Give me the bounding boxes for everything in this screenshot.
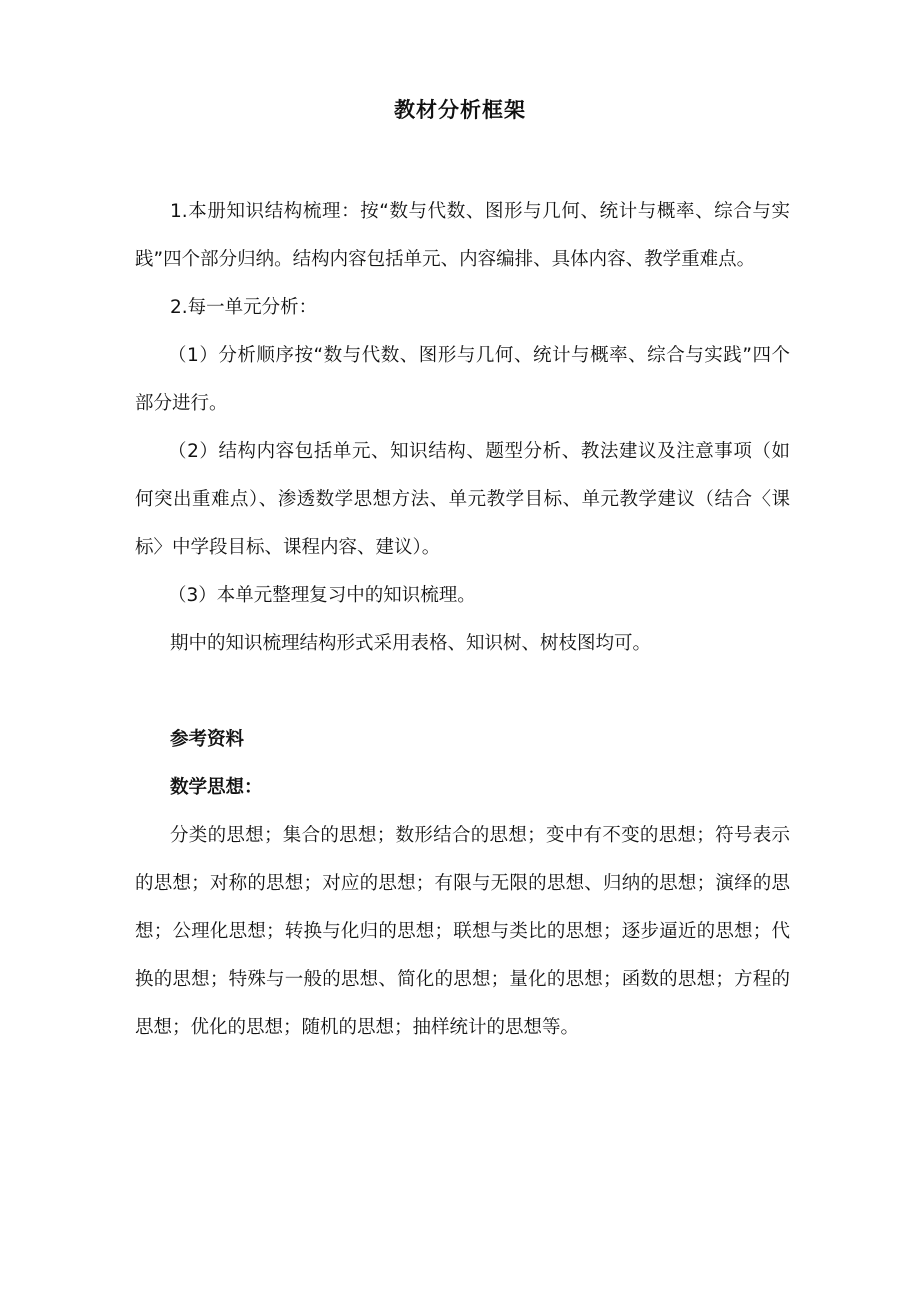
paragraph-analysis-order: （1）分析顺序按“数与代数、图形与几何、统计与概率、综合与实践”四个部分进行。 [135,345,790,414]
section-spacer [135,668,790,716]
paragraph-midterm-format: 期中的知识梳理结构形式采用表格、知识树、树枝图均可。 [170,633,652,654]
paragraph-unit-analysis: 2.每一单元分析： [170,297,318,318]
document-body [135,188,790,1052]
reference-heading: 参考资料 [170,729,245,750]
paragraph-knowledge-structure: 1.本册知识结构梳理：按“数与代数、图形与几何、统计与概率、综合与实践”四个部分归纳。结构内容包括单元、内容编排、具体内容、教学重难点。 [135,201,790,270]
paragraph-structure-content: （2）结构内容包括单元、知识结构、题型分析、教法建议及注意事项（如何突出重难点）、渗透数学思想方法、单元教学目标、单元教学建议（结合〈课标〉中学段目标、课程内容、建议）。 [135,441,790,558]
document-title: 教材分析框架 [394,98,526,122]
paragraph-review: （3）本单元整理复习中的知识梳理。 [168,585,476,606]
math-thoughts-heading: 数学思想： [170,777,263,798]
math-thoughts-text: 分类的思想；集合的思想；数形结合的思想；变中有不变的思想；符号表示的思想；对称的思想；对应的思想；有限与无限的思想、归纳的思想；演绎的思想；公理化思想；转换与化归的思想；联想与类比的思想；逐步逼近的思想；代换的思想；特殊与一般的思想、简化的思想；量化的思想；函数的思想；方程的思想；优化的思想；随机的思想；抽样统计的思想等。 [135,825,790,1038]
